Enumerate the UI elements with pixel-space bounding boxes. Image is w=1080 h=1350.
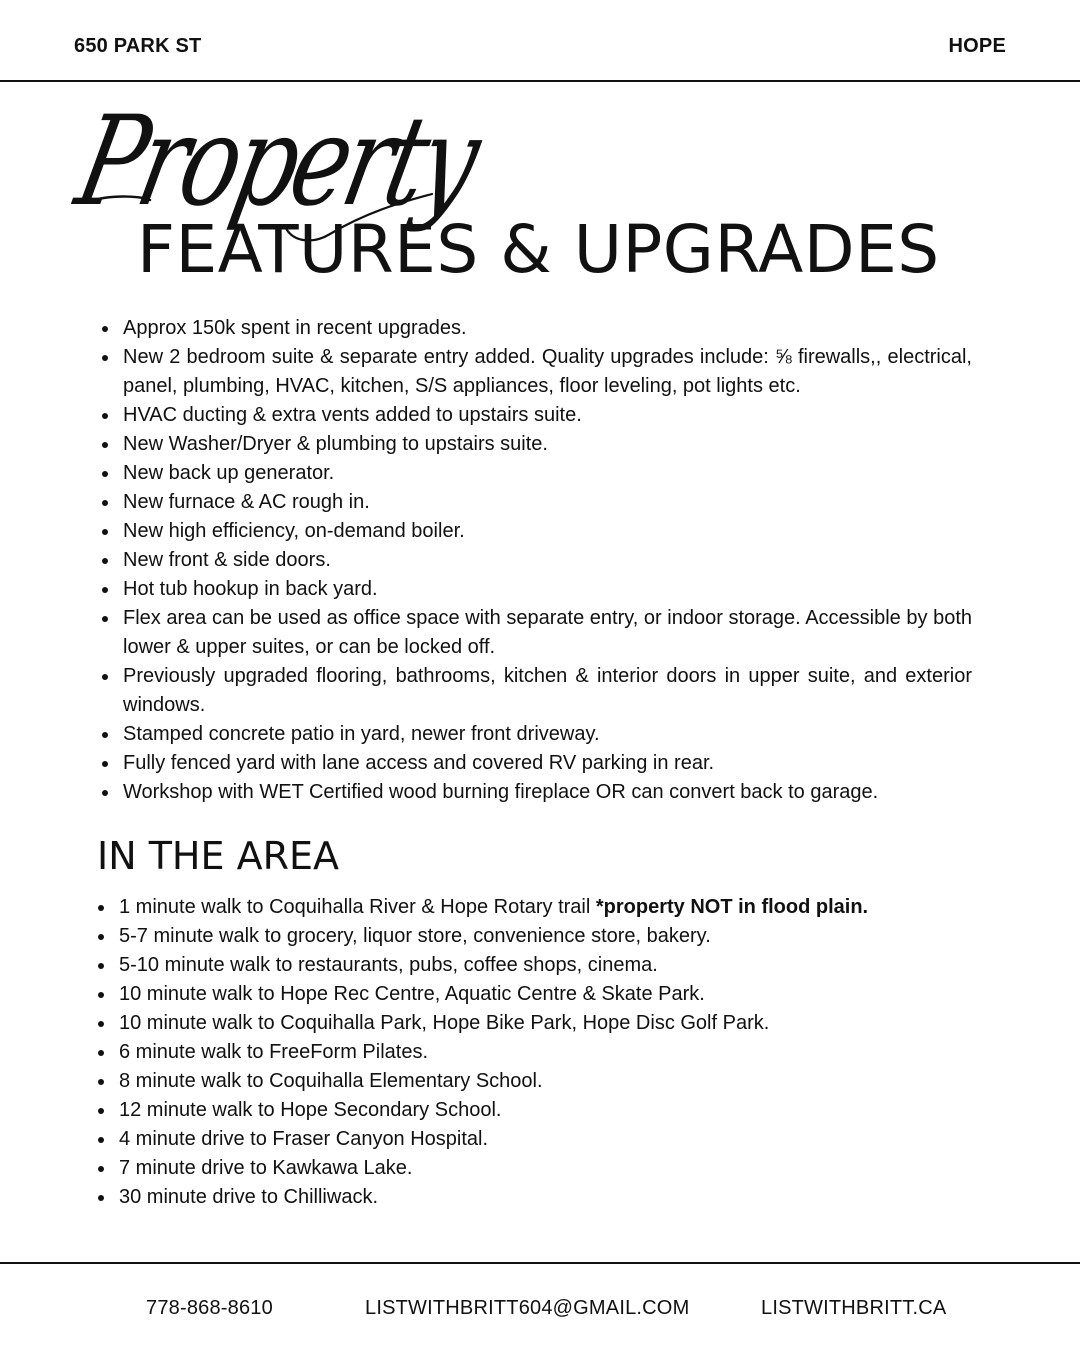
list-item: Stamped concrete patio in yard, newer front driveway.: [100, 720, 972, 749]
footer-phone[interactable]: 778-868-8610: [146, 1297, 273, 1319]
header-address: 650 PARK ST: [74, 35, 202, 57]
page-header: [0, 0, 1080, 82]
list-item: New front & side doors.: [100, 546, 972, 575]
list-item: New high efficiency, on-demand boiler.: [100, 517, 972, 546]
list-item: New 2 bedroom suite & separate entry added. Quality upgrades include: ⅝ firewalls,, electrical, panel, plumbing, HVAC, kitchen, S/S appliances, floor leveling, pot lights etc.: [100, 343, 972, 401]
list-item: 10 minute walk to Hope Rec Centre, Aquatic Centre & Skate Park.: [96, 980, 976, 1009]
list-item: Previously upgraded flooring, bathrooms, kitchen & interior doors in upper suite, and exterior windows.: [100, 662, 972, 720]
flood-plain-note: *property NOT in flood plain.: [595, 896, 869, 918]
list-item: Hot tub hookup in back yard.: [100, 575, 972, 604]
list-item: [96, 893, 976, 922]
list-item: New back up generator.: [100, 459, 972, 488]
list-item: 6 minute walk to FreeForm Pilates.: [96, 1038, 976, 1067]
list-item: 12 minute walk to Hope Secondary School.: [96, 1096, 976, 1125]
list-item: Flex area can be used as office space with separate entry, or indoor storage. Accessible by both lower & upper suites, or can be locked off.: [100, 604, 972, 662]
list-item: Approx 150k spent in recent upgrades.: [100, 314, 972, 343]
footer-website[interactable]: LISTWITHBRITT.CA: [761, 1297, 947, 1319]
page-footer: [0, 1262, 1080, 1350]
script-title: Property: [65, 90, 488, 234]
features-list: [100, 314, 972, 807]
footer-email[interactable]: LISTWITHBRITT604@GMAIL.COM: [365, 1297, 690, 1319]
list-item-text: 1 minute walk to Coquihalla River & Hope Rotary trail: [119, 896, 596, 918]
list-item: Workshop with WET Certified wood burning fireplace OR can convert back to garage.: [100, 778, 972, 807]
list-item: 10 minute walk to Coquihalla Park, Hope Bike Park, Hope Disc Golf Park.: [96, 1009, 976, 1038]
list-item: 5-7 minute walk to grocery, liquor store, convenience store, bakery.: [96, 922, 976, 951]
area-heading: IN THE AREA: [97, 834, 339, 878]
list-item: 4 minute drive to Fraser Canyon Hospital.: [96, 1125, 976, 1154]
list-item: 8 minute walk to Coquihalla Elementary School.: [96, 1067, 976, 1096]
list-item: New Washer/Dryer & plumbing to upstairs suite.: [100, 430, 972, 459]
title-block: [0, 92, 1080, 292]
list-item: HVAC ducting & extra vents added to upstairs suite.: [100, 401, 972, 430]
area-list: [96, 893, 976, 1212]
list-item: 5-10 minute walk to restaurants, pubs, coffee shops, cinema.: [96, 951, 976, 980]
list-item: 7 minute drive to Kawkawa Lake.: [96, 1154, 976, 1183]
list-item: New furnace & AC rough in.: [100, 488, 972, 517]
header-city: HOPE: [948, 35, 1006, 57]
list-item: Fully fenced yard with lane access and covered RV parking in rear.: [100, 749, 972, 778]
list-item: 30 minute drive to Chilliwack.: [96, 1183, 976, 1212]
page-title: FEATURES & UPGRADES: [137, 211, 940, 288]
